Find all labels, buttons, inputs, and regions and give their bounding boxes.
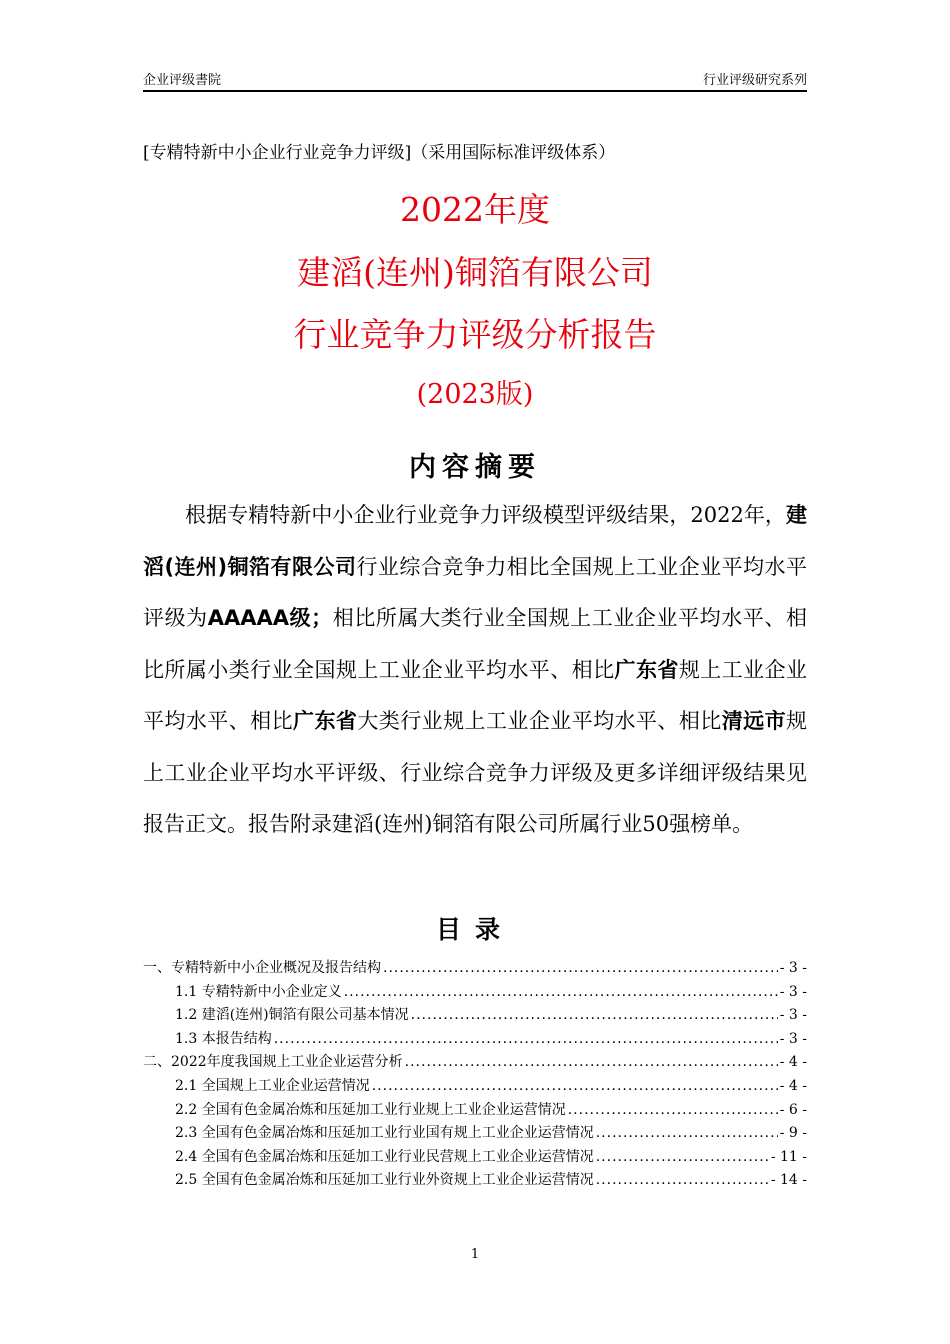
summary-text: 相比所属大类行业全国规上工业企业平均水平、相比所属小类行业全国规上工业企业平均水平、相比 <box>143 606 808 682</box>
toc-entry[interactable] <box>143 1004 807 1028</box>
summary-emphasis: 建滔(连州)铜箔有限公司 <box>143 503 807 579</box>
summary-text: 规上工业企业平均水平评级、行业综合竞争力评级及更多详细评级结果见报告正文。报告附录建滔(连州)铜箔有限公司所属行业50强榜单。 <box>143 709 808 836</box>
title-company: 建滔(连州)铜箔有限公司 <box>297 253 653 292</box>
summary-paragraph <box>143 490 807 851</box>
toc-entry-page: - 14 - <box>770 1172 807 1189</box>
page-header <box>143 66 807 92</box>
toc-entry-label: 1.1 专精特新中小企业定义 <box>175 983 342 1000</box>
toc-entry[interactable] <box>143 1146 807 1170</box>
summary-text: 规上工业企业平均水平、相比 <box>143 657 808 733</box>
summary-text: 根据专精特新中小企业行业竞争力评级模型评级结果，2022年， <box>185 503 786 527</box>
toc-leader-dots <box>274 1028 778 1052</box>
toc-entry-label: 2.4 全国有色金属冶炼和压延加工业行业民营规上工业企业运营情况 <box>175 1148 594 1165</box>
toc-entry[interactable] <box>143 1028 807 1052</box>
toc-entry-label: 二、2022年度我国规上工业企业运营分析 <box>143 1054 403 1071</box>
title-report: 行业竞争力评级分析报告 <box>293 315 657 354</box>
toc-entry[interactable] <box>143 1075 807 1099</box>
header-series: 行业评级研究系列 <box>702 73 807 88</box>
toc-entry-page: - 3 - <box>779 960 807 976</box>
toc-leader-dots <box>383 957 778 981</box>
toc-leader-dots <box>596 1169 769 1193</box>
toc-entry-label: 2.2 全国有色金属冶炼和压延加工业行业规上工业企业运营情况 <box>175 1101 566 1118</box>
toc-entry-label: 2.1 全国规上工业企业运营情况 <box>175 1077 370 1094</box>
title-year: 2022年度 <box>400 190 550 229</box>
title-edition: (2023版) <box>416 379 534 410</box>
toc-entry[interactable] <box>143 1169 807 1193</box>
toc-entry[interactable] <box>143 957 807 981</box>
report-category: [专精特新中小企业行业竞争力评级]（采用国际标准评级体系） <box>143 143 616 163</box>
summary-body <box>143 490 807 851</box>
toc-leader-dots <box>405 1051 778 1075</box>
toc-leader-dots <box>596 1122 778 1146</box>
toc-entry[interactable] <box>143 1122 807 1146</box>
toc-heading: 目录 <box>435 915 514 944</box>
toc-leader-dots <box>596 1146 769 1170</box>
table-of-contents <box>143 957 807 1193</box>
header-publisher: 企业评级書院 <box>143 73 222 88</box>
summary-emphasis: AAAAA级； <box>207 606 333 630</box>
toc-entry[interactable] <box>143 981 807 1005</box>
toc-entry-page: - 4 - <box>779 1054 807 1071</box>
toc-entry-page: - 6 - <box>779 1101 807 1118</box>
toc-entry-label: 2.3 全国有色金属冶炼和压延加工业行业国有规上工业企业运营情况 <box>175 1125 594 1142</box>
summary-text: 行业综合竞争力相比全国规上工业企业平均水平评级为 <box>143 554 807 630</box>
toc-leader-dots <box>411 1004 778 1028</box>
toc-entry-page: - 11 - <box>770 1148 807 1165</box>
page-number: 1 <box>470 1247 480 1262</box>
toc-entry-page: - 9 - <box>779 1125 807 1142</box>
toc-leader-dots <box>372 1075 778 1099</box>
toc-entry-label: 一、专精特新中小企业概况及报告结构 <box>143 960 381 976</box>
toc-entry-label: 1.2 建滔(连州)铜箔有限公司基本情况 <box>175 1007 409 1024</box>
summary-emphasis: 广东省 <box>293 709 358 733</box>
toc-entry-label: 1.3 本报告结构 <box>175 1030 272 1047</box>
toc-entry-page: - 3 - <box>779 983 807 1000</box>
toc-entry-page: - 3 - <box>779 1007 807 1024</box>
toc-entry-label: 2.5 全国有色金属冶炼和压延加工业行业外资规上工业企业运营情况 <box>175 1172 594 1189</box>
toc-entry[interactable] <box>143 1099 807 1123</box>
toc-leader-dots <box>568 1099 778 1123</box>
toc-entry-page: - 4 - <box>779 1077 807 1094</box>
toc-entry[interactable] <box>143 1051 807 1075</box>
summary-text: 大类行业规上工业企业平均水平、相比 <box>357 709 722 733</box>
summary-heading: 内容摘要 <box>409 452 541 483</box>
summary-emphasis: 广东省 <box>614 657 679 682</box>
toc-entry-page: - 3 - <box>779 1030 807 1047</box>
summary-emphasis: 清远市 <box>721 709 787 733</box>
toc-leader-dots <box>344 981 778 1005</box>
